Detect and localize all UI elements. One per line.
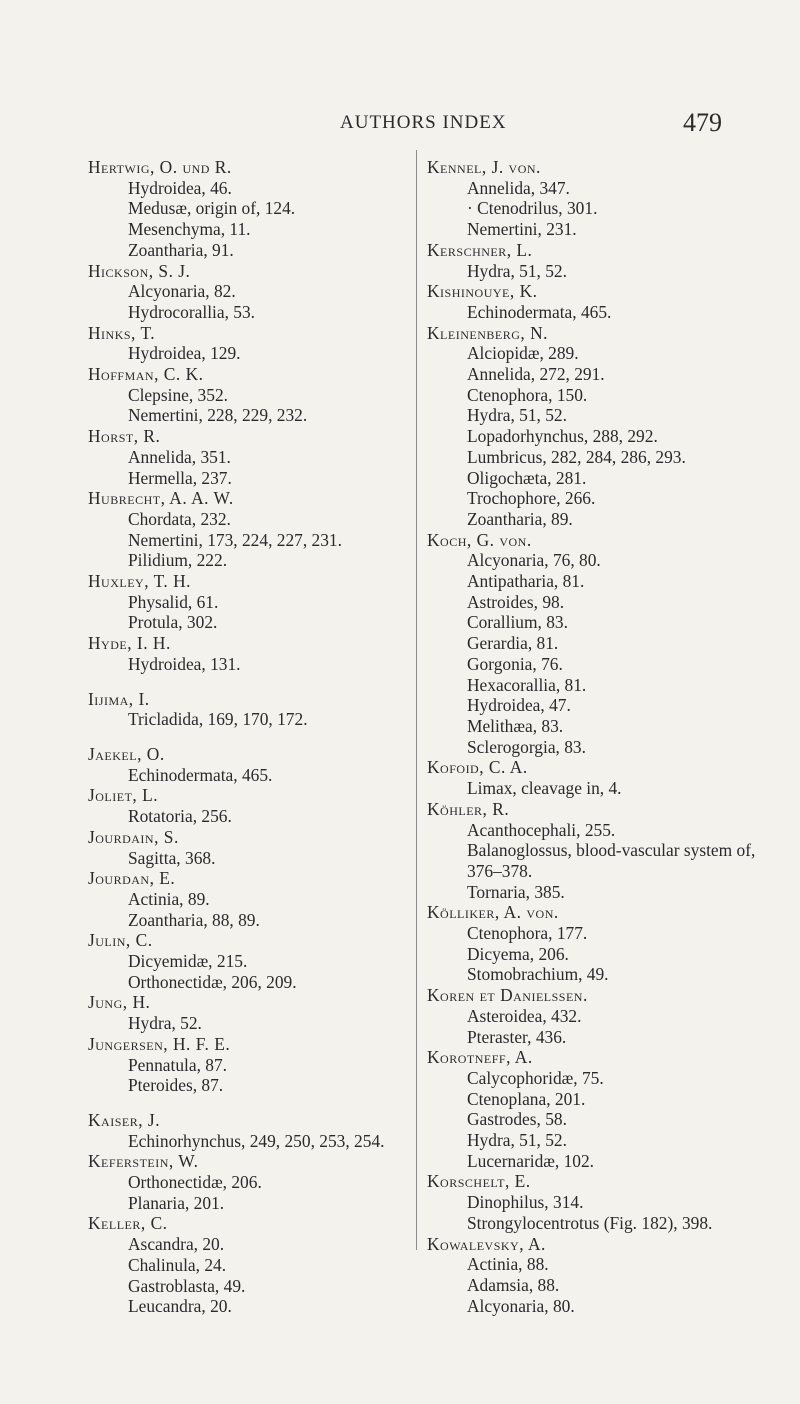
topic-reference: Limax, cleavage in, 4. — [467, 778, 622, 799]
topic-reference: Gastroblasta, 49. — [128, 1275, 246, 1296]
index-entry — [427, 1171, 767, 1233]
author-name: Kofoid, C. A. — [427, 757, 528, 778]
author-name: Hickson, S. J. — [88, 260, 191, 281]
author-name: Kerschner, L. — [427, 239, 533, 260]
topic-reference: Strongylocentrotus (Fig. 182), 398. — [467, 1212, 713, 1233]
topic-reference: Asteroidea, 432. — [467, 1005, 582, 1026]
topic-reference: Gorgonia, 76. — [467, 653, 563, 674]
author-name: Jung, H. — [88, 992, 151, 1013]
topic-reference: Planaria, 201. — [128, 1192, 225, 1213]
topic-reference: Mesenchyma, 11. — [128, 219, 251, 240]
topic-reference: Protula, 302. — [128, 612, 218, 633]
topic-reference: Rotatoria, 256. — [128, 806, 232, 827]
topic-reference: Clepsine, 352. — [128, 384, 228, 405]
author-name: Huxley, T. H. — [88, 571, 192, 592]
author-name: Korschelt, E. — [427, 1171, 531, 1192]
topic-reference: Stomobrachium, 49. — [467, 964, 609, 985]
index-entry — [427, 1047, 767, 1171]
author-name: Hinks, T. — [88, 322, 156, 343]
topic-reference: Hydra, 51, 52. — [467, 405, 567, 426]
author-name: Jaekel, O. — [88, 743, 165, 764]
topic-reference: Pennatula, 87. — [128, 1054, 228, 1075]
index-entry — [88, 426, 408, 488]
index-entry — [88, 689, 408, 730]
topic-reference: Ctenophora, 150. — [467, 384, 588, 405]
topic-reference: Alcyonaria, 82. — [128, 281, 236, 302]
index-entry — [88, 1151, 408, 1213]
topic-reference: Echinodermata, 465. — [128, 764, 273, 785]
topic-reference: Gastrodes, 58. — [467, 1109, 567, 1130]
author-name: Korotneff, A. — [427, 1047, 533, 1068]
topic-reference: Gerardia, 81. — [467, 633, 559, 654]
author-name: Kaiser, J. — [88, 1109, 161, 1130]
topic-reference: Lumbricus, 282, 284, 286, 293. — [467, 446, 686, 467]
topic-reference: Annelida, 272, 291. — [467, 364, 605, 385]
topic-reference: Alciopidæ, 289. — [467, 343, 579, 364]
index-entry — [427, 530, 767, 758]
topic-reference: Trochophore, 266. — [467, 488, 596, 509]
topic-reference: Echinodermata, 465. — [467, 301, 612, 322]
index-entry — [88, 785, 408, 826]
author-name: Kleinenberg, N. — [427, 322, 548, 343]
topic-reference: Nemertini, 231. — [467, 219, 577, 240]
topic-reference: Sagitta, 368. — [128, 847, 216, 868]
index-entry — [88, 868, 408, 930]
index-entry — [88, 323, 408, 364]
topic-reference: Leucandra, 20. — [128, 1296, 232, 1317]
topic-reference: Hydroidea, 47. — [467, 695, 571, 716]
author-name: Hertwig, O. und R. — [88, 157, 232, 177]
author-name: Koch, G. von. — [427, 529, 532, 550]
topic-reference: Physalid, 61. — [128, 591, 219, 612]
author-name: Jungersen, H. F. E. — [88, 1033, 231, 1054]
index-entry — [88, 930, 408, 992]
topic-reference: Sclerogorgia, 83. — [467, 736, 586, 757]
index-entry — [427, 799, 767, 903]
index-entry — [88, 1213, 408, 1317]
topic-reference: Actinia, 88. — [467, 1254, 549, 1275]
author-name: Iijima, I. — [88, 688, 150, 709]
page-number: 479 — [683, 108, 722, 137]
topic-reference: Pteroides, 87. — [128, 1075, 224, 1096]
topic-reference: Ctenophora, 177. — [467, 923, 588, 944]
author-name: Kennel, J. von. — [427, 157, 541, 177]
topic-reference: Lopadorhynchus, 288, 292. — [467, 426, 658, 447]
topic-reference: · Ctenodrilus, 301. — [467, 198, 598, 219]
right-index-column — [427, 157, 767, 1316]
index-entry — [88, 992, 408, 1033]
topic-reference: Hydroidea, 131. — [128, 653, 241, 674]
index-entry — [88, 827, 408, 868]
author-name: Julin, C. — [88, 930, 153, 951]
topic-reference: Dicyema, 206. — [467, 943, 569, 964]
page-header — [0, 108, 800, 138]
topic-reference: Dinophilus, 314. — [467, 1192, 584, 1213]
topic-reference: Medusæ, origin of, 124. — [128, 198, 296, 219]
topic-reference: Oligochæta, 281. — [467, 467, 587, 488]
topic-reference: Annelida, 351. — [128, 446, 231, 467]
topic-reference: Hydrocorallia, 53. — [128, 301, 256, 322]
topic-reference: Adamsia, 88. — [467, 1274, 560, 1295]
running-head: AUTHORS INDEX — [340, 112, 507, 133]
topic-reference: Chordata, 232. — [128, 508, 231, 529]
topic-reference: Nemertini, 173, 224, 227, 231. — [128, 529, 342, 550]
left-index-column — [88, 157, 408, 1317]
topic-reference: Actinia, 89. — [128, 888, 210, 909]
index-entry — [427, 157, 767, 240]
topic-reference: Zoantharia, 89. — [467, 508, 573, 529]
topic-reference: Dicyemidæ, 215. — [128, 951, 248, 972]
topic-reference: Acanthocephali, 255. — [467, 819, 616, 840]
index-entry — [88, 633, 408, 674]
index-entry — [427, 1234, 767, 1317]
author-name: Horst, R. — [88, 426, 161, 447]
topic-reference: Lucernaridæ, 102. — [467, 1150, 595, 1171]
index-entry — [88, 571, 408, 633]
author-name: Keferstein, W. — [88, 1151, 199, 1172]
index-entry — [88, 1110, 408, 1151]
topic-reference: Ascandra, 20. — [128, 1234, 225, 1255]
topic-reference: Pteraster, 436. — [467, 1026, 567, 1047]
topic-reference: Zoantharia, 91. — [128, 239, 234, 260]
index-entry — [427, 757, 767, 798]
topic-reference: Tricladida, 169, 170, 172. — [128, 709, 308, 730]
index-entry — [427, 323, 767, 530]
topic-reference: Orthonectidæ, 206. — [128, 1172, 262, 1193]
topic-reference: Annelida, 347. — [467, 177, 570, 198]
topic-reference: Balanoglossus, blood-vascular system of, 376–378. — [467, 840, 756, 881]
topic-reference: Hexacorallia, 81. — [467, 674, 587, 695]
topic-reference: Calycophoridæ, 75. — [467, 1067, 604, 1088]
topic-reference: Hydroidea, 46. — [128, 177, 232, 198]
topic-reference: Zoantharia, 88, 89. — [128, 909, 260, 930]
index-entry — [88, 744, 408, 785]
topic-reference: Hydra, 51, 52. — [467, 260, 567, 281]
topic-reference: Corallium, 83. — [467, 612, 568, 633]
author-name: Jourdan, E. — [88, 868, 176, 889]
index-entry — [88, 488, 408, 571]
author-name: Joliet, L. — [88, 785, 159, 806]
topic-reference: Tornaria, 385. — [467, 881, 565, 902]
topic-reference: Hydroidea, 129. — [128, 343, 241, 364]
author-name: Kölliker, A. von. — [427, 902, 559, 923]
author-name: Hoffman, C. K. — [88, 364, 204, 385]
topic-reference: Echinorhynchus, 249, 250, 253, 254. — [128, 1130, 385, 1151]
author-name: Keller, C. — [88, 1213, 168, 1234]
index-entry — [427, 985, 767, 1047]
topic-reference: Chalinula, 24. — [128, 1254, 227, 1275]
topic-reference: Orthonectidæ, 206, 209. — [128, 971, 297, 992]
author-name: Jourdain, S. — [88, 826, 179, 847]
topic-reference: Antipatharia, 81. — [467, 571, 585, 592]
index-entry — [427, 281, 767, 322]
column-divider — [416, 150, 417, 1250]
topic-reference: Ctenoplana, 201. — [467, 1088, 586, 1109]
topic-reference: Melithæa, 83. — [467, 715, 564, 736]
index-entry — [88, 364, 408, 426]
topic-reference: Alcyonaria, 80. — [467, 1295, 575, 1316]
topic-reference: Pilidium, 222. — [128, 550, 228, 571]
author-name: Hubrecht, A. A. W. — [88, 488, 234, 509]
author-name: Kowalevsky, A. — [427, 1233, 546, 1254]
topic-reference: Hydra, 52. — [128, 1013, 202, 1034]
topic-reference: Hermella, 237. — [128, 467, 232, 488]
author-name: Hyde, I. H. — [88, 633, 171, 654]
topic-reference: Alcyonaria, 76, 80. — [467, 550, 601, 571]
author-name: Koren et Danielssen. — [427, 985, 588, 1006]
author-name: Kishinouye, K. — [427, 281, 538, 302]
author-name: Köhler, R. — [427, 798, 510, 819]
topic-reference: Nemertini, 228, 229, 232. — [128, 405, 308, 426]
index-entry — [427, 902, 767, 985]
index-entry — [88, 157, 408, 261]
topic-reference: Astroides, 98. — [467, 591, 565, 612]
index-entry — [427, 240, 767, 281]
topic-reference: Hydra, 51, 52. — [467, 1130, 567, 1151]
index-entry — [88, 261, 408, 323]
index-entry — [88, 1034, 408, 1096]
